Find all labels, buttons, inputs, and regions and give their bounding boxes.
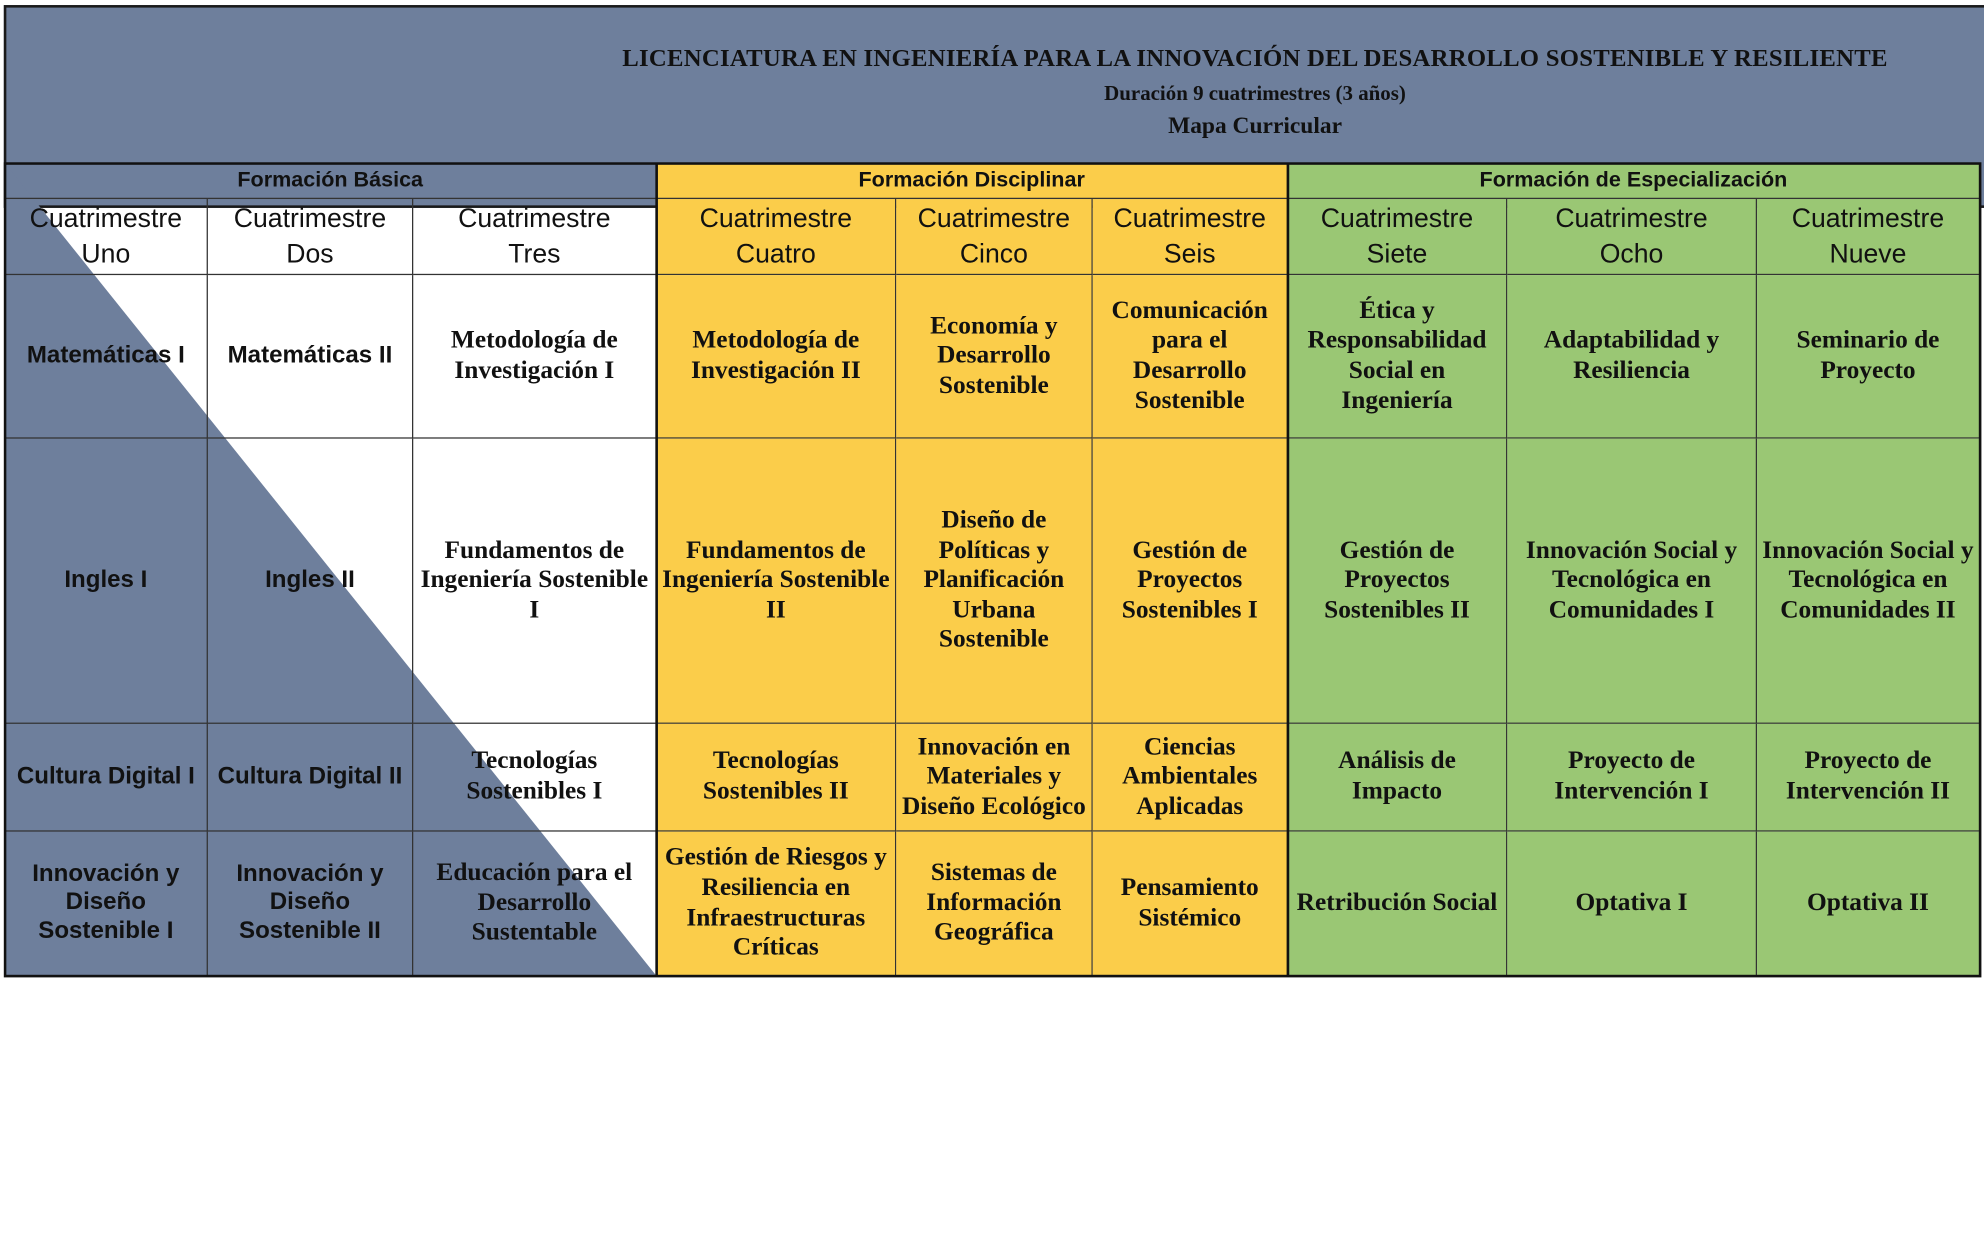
course-etica-y-responsabilidad-social-en-ingenieria: Ética y Responsabilidad Social en Ingeniería bbox=[1288, 275, 1507, 439]
semester-name: Cinco bbox=[959, 238, 1028, 269]
semester-label: Cuatrimestre bbox=[233, 204, 387, 234]
semester-label: Cuatrimestre bbox=[1791, 204, 1945, 234]
semester-label: Cuatrimestre bbox=[699, 204, 853, 234]
map-subtitle: Mapa Curricular bbox=[1168, 114, 1342, 140]
program-title: LICENCIATURA EN INGENIERÍA PARA LA INNOVACIÓN DEL DESARROLLO SOSTENIBLE Y RESILIENTE bbox=[622, 45, 1888, 73]
course-metodologia-de-investigacion-ii: Metodología de Investigación II bbox=[657, 275, 897, 439]
course-analisis-de-impacto: Análisis de Impacto bbox=[1288, 724, 1507, 832]
semester-header-cinco bbox=[896, 199, 1092, 275]
course-metodologia-de-investigacion-i: Metodología de Investigación I bbox=[413, 275, 656, 439]
semester-name: Siete bbox=[1366, 238, 1428, 269]
course-ingles-ii: Ingles II bbox=[208, 439, 413, 724]
course-economia-y-desarrollo-sostenible: Economía y Desarrollo Sostenible bbox=[896, 275, 1092, 439]
course-educacion-para-el-desarrollo-sustentable: Educación para el Desarrollo Sustentable bbox=[413, 832, 656, 977]
course-sistemas-de-informacion-geografica: Sistemas de Información Geográfica bbox=[896, 832, 1092, 977]
semester-name: Nueve bbox=[1829, 238, 1907, 269]
course-comunicacion-para-el-desarrollo-sostenible: Comunicación para el Desarrollo Sostenible bbox=[1093, 275, 1288, 439]
semester-name: Cuatro bbox=[735, 238, 816, 269]
semester-header-ocho bbox=[1507, 199, 1757, 275]
course-optativa-ii: Optativa II bbox=[1757, 832, 1980, 977]
semester-header-nueve bbox=[1757, 199, 1980, 275]
course-tecnologias-sostenibles-i: Tecnologías Sostenibles I bbox=[413, 724, 656, 832]
course-optativa-i: Optativa I bbox=[1507, 832, 1757, 977]
course-fundamentos-de-ingenieria-sostenible-i: Fundamentos de Ingeniería Sostenible I bbox=[413, 439, 656, 724]
program-duration: Duración 9 cuatrimestres (3 años) bbox=[1104, 81, 1406, 106]
course-fundamentos-de-ingenieria-sostenible-ii: Fundamentos de Ingeniería Sostenible II bbox=[657, 439, 897, 724]
semester-header-tres bbox=[413, 199, 656, 275]
semester-label: Cuatrimestre bbox=[1555, 204, 1708, 234]
course-seminario-de-proyecto: Seminario de Proyecto bbox=[1757, 275, 1980, 439]
course-ciencias-ambientales-aplicadas: Ciencias Ambientales Aplicadas bbox=[1093, 724, 1288, 832]
course-innovacion-en-materiales-y-diseno-ecologico: Innovación en Materiales y Diseño Ecológico bbox=[896, 724, 1092, 832]
semester-header-uno bbox=[5, 199, 208, 275]
semester-label: Cuatrimestre bbox=[458, 204, 611, 234]
course-matematicas-i: Matemáticas I bbox=[5, 275, 208, 439]
course-innovacion-y-diseno-sostenible-ii: Innovación y Diseño Sostenible II bbox=[208, 832, 413, 977]
course-gestion-de-proyectos-sostenibles-i: Gestión de Proyectos Sostenibles I bbox=[1093, 439, 1288, 724]
course-ingles-i: Ingles I bbox=[5, 439, 208, 724]
course-adaptabilidad-y-resiliencia: Adaptabilidad y Resiliencia bbox=[1507, 275, 1757, 439]
course-gestion-de-riesgos-y-resiliencia-en-infraestructuras-criticas: Gestión de Riesgos y Resiliencia en Infraestructuras Críticas bbox=[657, 832, 897, 977]
block-header-especializacion: Formación de Especialización bbox=[1288, 164, 1980, 199]
semester-header-dos bbox=[208, 199, 413, 275]
semester-header-cuatro bbox=[657, 199, 897, 275]
semester-name: Uno bbox=[81, 238, 131, 269]
course-tecnologias-sostenibles-ii: Tecnologías Sostenibles II bbox=[657, 724, 897, 832]
semester-name: Ocho bbox=[1599, 238, 1664, 269]
course-gestion-de-proyectos-sostenibles-ii: Gestión de Proyectos Sostenibles II bbox=[1288, 439, 1507, 724]
course-innovacion-social-y-tecnologica-en-comunidades-i: Innovación Social y Tecnológica en Comunidades I bbox=[1507, 439, 1757, 724]
course-proyecto-de-intervencion-i: Proyecto de Intervención I bbox=[1507, 724, 1757, 832]
semester-label: Cuatrimestre bbox=[29, 204, 183, 234]
semester-header-siete bbox=[1288, 199, 1507, 275]
course-diseno-de-politicas-y-planificacion-urbana-sostenible: Diseño de Políticas y Planificación Urbana Sostenible bbox=[896, 439, 1092, 724]
semester-label: Cuatrimestre bbox=[917, 204, 1071, 234]
course-cultura-digital-ii: Cultura Digital II bbox=[208, 724, 413, 832]
semester-label: Cuatrimestre bbox=[1320, 204, 1474, 234]
course-retribucion-social: Retribución Social bbox=[1288, 832, 1507, 977]
block-header-basica: Formación Básica bbox=[5, 164, 657, 199]
block-header-disciplinar: Formación Disciplinar bbox=[657, 164, 1288, 199]
course-matematicas-ii: Matemáticas II bbox=[208, 275, 413, 439]
course-innovacion-social-y-tecnologica-en-comunidades-ii: Innovación Social y Tecnológica en Comunidades II bbox=[1757, 439, 1980, 724]
semester-header-seis bbox=[1093, 199, 1288, 275]
course-innovacion-y-diseno-sostenible-i: Innovación y Diseño Sostenible I bbox=[5, 832, 208, 977]
course-pensamiento-sistemico: Pensamiento Sistémico bbox=[1093, 832, 1288, 977]
semester-name: Dos bbox=[286, 238, 334, 269]
semester-name: Tres bbox=[508, 238, 561, 269]
course-proyecto-de-intervencion-ii: Proyecto de Intervención II bbox=[1757, 724, 1980, 832]
semester-label: Cuatrimestre bbox=[1113, 204, 1266, 234]
semester-name: Seis bbox=[1163, 238, 1216, 269]
course-cultura-digital-i: Cultura Digital I bbox=[5, 724, 208, 832]
